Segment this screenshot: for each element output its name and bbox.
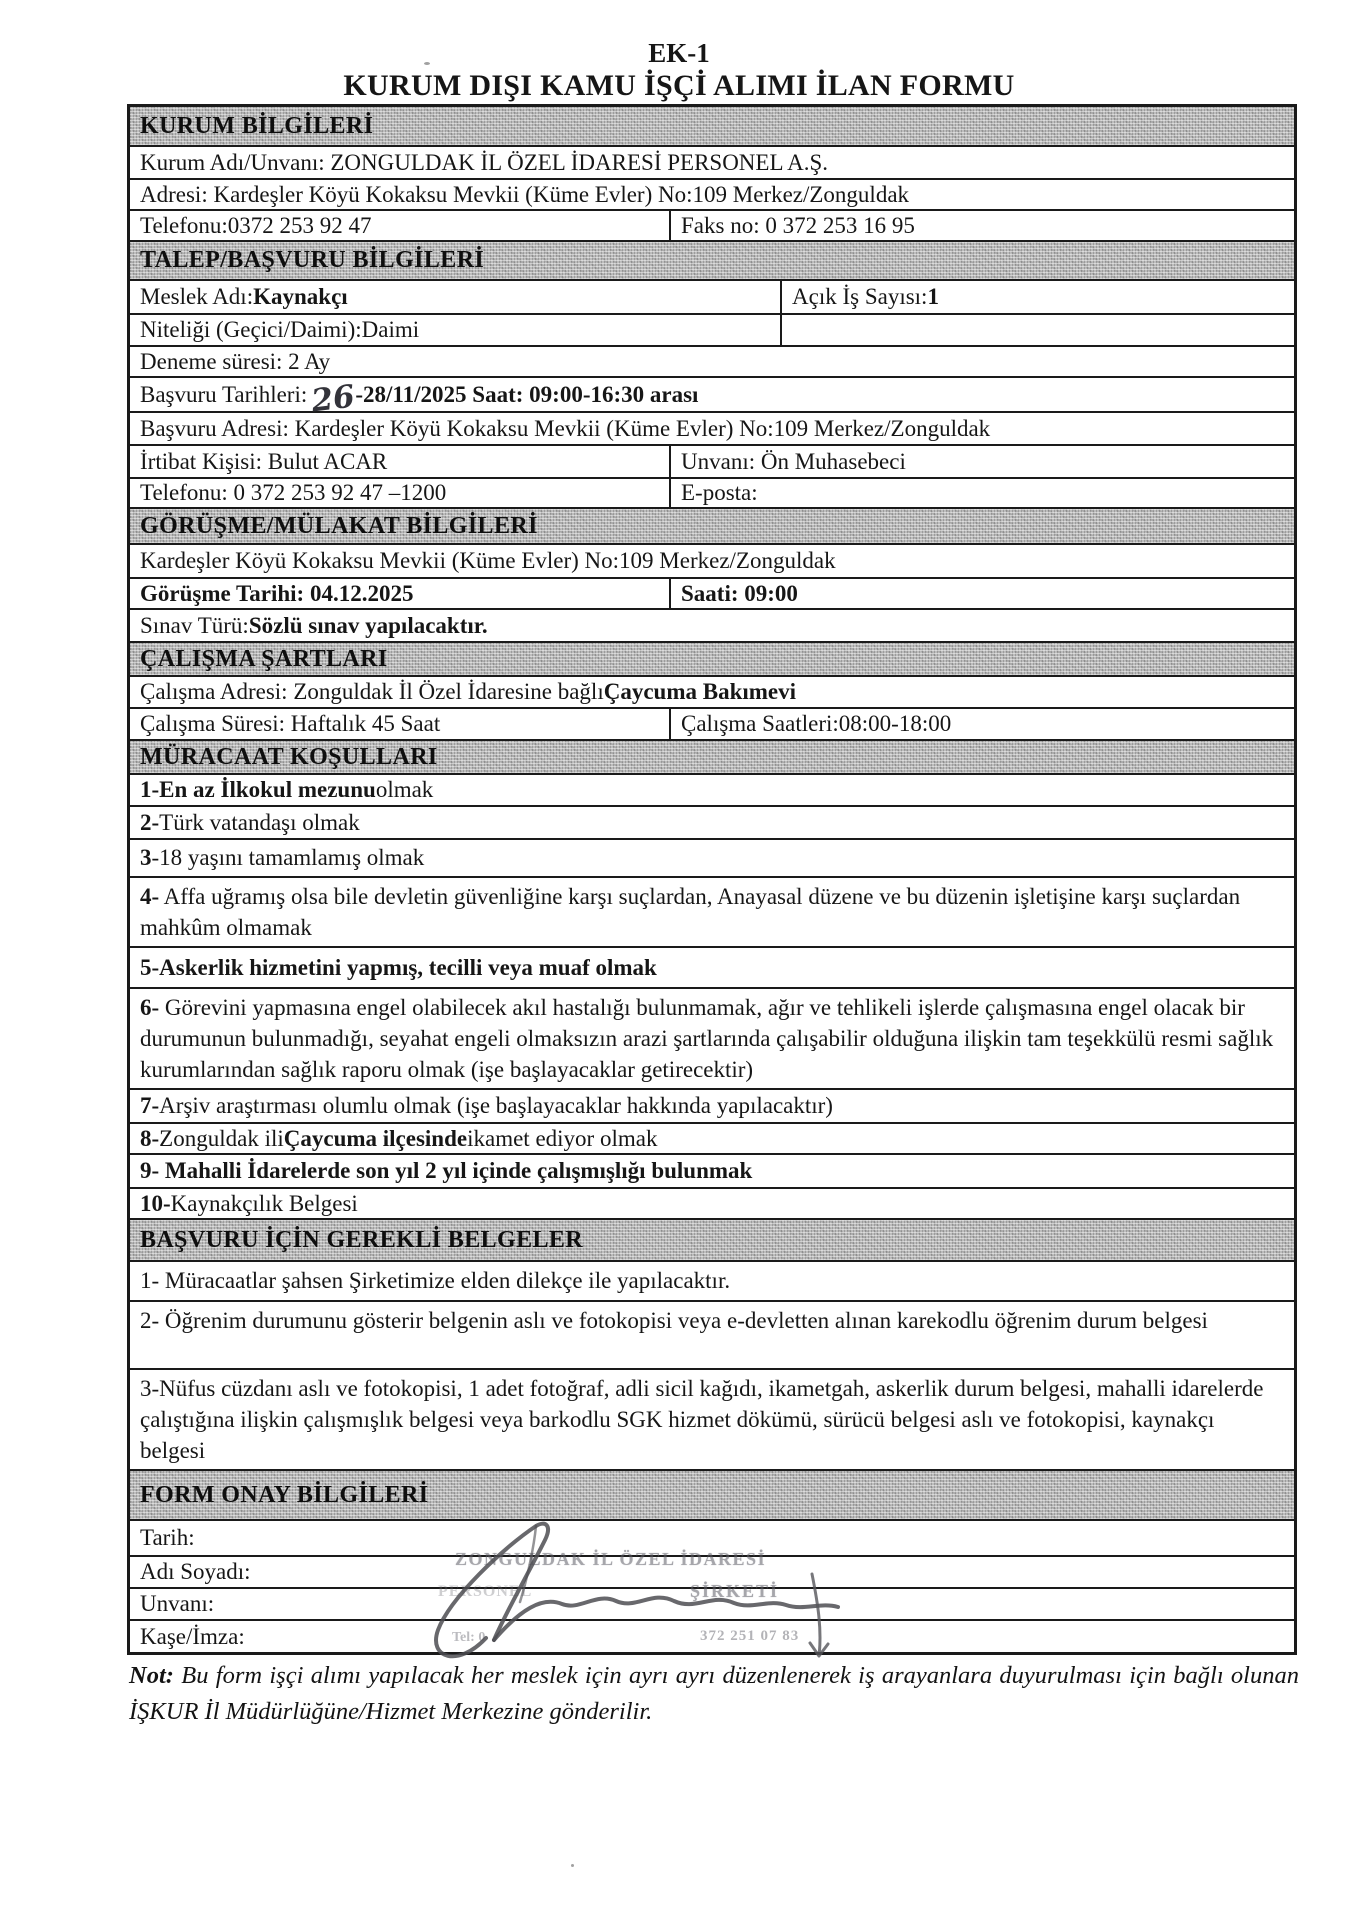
row-calisma-sure-saat [130,707,1294,739]
condition-item-10: 10- Kaynakçılık Belgesi [130,1187,1294,1218]
row-kurum-adresi [130,178,1294,209]
stamp-text-line2-left: PERSONEL [438,1583,533,1600]
scan-artifact [424,62,430,65]
cell-gorusme-saati [671,581,1294,607]
row-deneme-suresi [130,345,1294,376]
faks-text: Faks no: 0 372 253 16 95 [681,212,915,238]
row-meslek-acikis [130,279,1294,313]
scan-artifact [571,1864,574,1867]
section-header-calisma-sartlari: ÇALIŞMA ŞARTLARI [130,641,1294,675]
cell-meslek-adi: Meslek Adı: Kaynakçı [140,281,782,313]
row-irtibat-unvan [130,444,1294,477]
section-header-kurum-bilgileri: KURUM BİLGİLERİ [130,107,1294,145]
section-header-muracaat-kosullari: MÜRACAAT KOŞULLARI [130,739,1294,773]
document-item-1-text: 1- Müracaatlar şahsen Şirketimize elden dilekçe ile yapılacaktır. [140,1268,731,1293]
cell-faks [671,213,1294,239]
condition-item-7: 7- Arşiv araştırması olumlu olmak (işe başlayacaklar hakkında yapılacaktır) [130,1088,1294,1122]
tarih-label: Tarih: [140,1525,195,1550]
irtibat-text: İrtibat Kişisi: Bulut ACAR [140,448,388,474]
stamp-text-line2-right: ŞİRKETİ [690,1581,780,1601]
document-item-2 [130,1300,1294,1368]
unvan-text: Unvanı: Ön Muhasebeci [681,448,906,474]
condition-item-5: 5-Askerlik hizmetini yapmış, tecilli veya muaf olmak [130,946,1294,987]
row-gorusme-adres [130,543,1294,577]
document-item-2-text: 2- Öğrenim durumunu gösterir belgenin aslı ve fotokopisi veya e-devletten alınan karekodlu öğrenim durum belgesi [140,1308,1208,1333]
basvuru-tarihleri-label: Başvuru Tarihleri: [140,381,308,407]
cell-niteligi [140,315,782,345]
calisma-saatleri-text: Çalışma Saatleri:08:00-18:00 [681,711,952,736]
row-basvuru-adresi [130,411,1294,444]
gorusme-saati-text: Saati: 09:00 [681,580,798,606]
condition-item-6: 6- Görevini yapmasına engel olabilecek akıl hastalığı bulunmamak, ağır ve tehlikeli işlerde çalışmasına engel olacak bir durumunun bulunmadığı, seyahat engeli olmaksızın arazi şartlarında çalışabilir olduğuna ilişkin tam teşekkülü resmi sağlık kurumlarından sağlık raporu olmak (işe başlayacaklar getirecektir) [130,987,1294,1088]
adi-soyadi-label: Adı Soyadı: [140,1559,251,1584]
condition-item-8: 8- Zonguldak ili Çaycuma ilçesinde ikamet ediyor olmak [130,1122,1294,1153]
doc-label: EK-1 [648,38,710,68]
deneme-suresi-text: Deneme süresi: 2 Ay [140,348,331,374]
kurum-adresi-text: Adresi: Kardeşler Köyü Kokaksu Mevkii (Küme Evler) No:109 Merkez/Zonguldak [140,181,910,207]
document-item-3 [130,1368,1294,1469]
page-title: KURUM DIŞI KAMU İŞÇİ ALIMI İLAN FORMU [343,69,1015,102]
condition-item-3: 3 -18 yaşını tamamlamış olmak [130,838,1294,876]
condition-item-1: 1-En az İlkokul mezunu olmak [130,773,1294,805]
telefonu-text: Telefonu:0372 253 92 47 [140,212,372,238]
gorusme-adres-text: Kardeşler Köyü Kokaksu Mevkii (Küme Evler) No:109 Merkez/Zonguldak [140,548,836,573]
cell-calisma-saatleri [671,711,1294,737]
eposta-text: E-posta: [681,480,758,505]
cell-telefonu [140,211,671,240]
basvuru-tarihleri-value: -28/11/2025 Saat: 09:00-16:30 arası [355,381,699,407]
document-item-3-text: 3-Nüfus cüzdanı aslı ve fotokopisi, 1 adet fotoğraf, adli sicil kağıdı, ikametgah, askerlik durum belgesi, mahalli idarelerde çalıştığına ilişkin çalışmışlık belgesi veya barkodlu SGK hizmet dökümü, sürücü belgesi aslı ve fotokopisi, kaynakçı belgesi [140,1376,1264,1463]
condition-item-4: 4- Affa uğramış olsa bile devletin güvenliğine karşı suçlardan, Anayasal düzene ve bu düzenin işletişine karşı suçlardan mahkûm olmamak [130,876,1294,946]
section-header-gorusme-mulakat: GÖRÜŞME/MÜLAKAT BİLGİLERİ [130,507,1294,543]
calisma-suresi-text: Çalışma Süresi: Haftalık 45 Saat [140,711,441,736]
unvani-label: Unvanı: [140,1591,215,1616]
row-calisma-adresi: Çalışma Adresi: Zonguldak İl Özel İdaresine bağlı Çaycuma Bakımevi [130,675,1294,707]
condition-item-2: 2- Türk vatandaşı olmak [130,805,1294,838]
row-sinav-turu: Sınav Türü: Sözlü sınav yapılacaktır. [130,608,1294,641]
row-niteligi [130,313,1294,345]
footer-note: Not: Bu form işçi alımı yapılacak her meslek için ayrı ayrı düzenlenerek iş arayanlara duyurulması için bağlı olunan İŞKUR İl Müdürlüğüne/Hizmet Merkezine gönderilir. [129,1662,1299,1725]
cell-unvan [671,449,1294,475]
telefon2-text: Telefonu: 0 372 253 92 47 –1200 [140,480,447,505]
stamp-text-line1: ZONGULDAK İL ÖZEL İDARESİ [455,1549,767,1569]
document-item-1 [130,1260,1294,1300]
stamp-text-phone: 372 251 07 83 [700,1628,800,1644]
cell-eposta [671,480,1294,506]
cell-gorusme-tarihi [140,579,671,608]
section-header-gerekli-belgeler: BAŞVURU İÇİN GEREKLİ BELGELER [130,1218,1294,1260]
cell-calisma-suresi [140,709,671,739]
kase-imza-label: Kaşe/İmza: [140,1623,245,1649]
section-header-form-onay: FORM ONAY BİLGİLERİ [130,1469,1294,1519]
stamp-text-tel: Tel: 0 [452,1630,486,1645]
row-telefon-eposta [130,477,1294,507]
condition-item-9: 9- Mahalli İdarelerde son yıl 2 yıl içinde çalışmışlığı bulunmak [130,1153,1294,1187]
cell-acik-is-sayisi: Açık İş Sayısı: 1 [792,284,939,309]
row-basvuru-tarihleri [130,376,1294,419]
row-gorusme-tarih-saat [130,577,1294,608]
row-kurum-adi [130,145,1294,178]
cell-telefon2 [140,479,671,507]
basvuru-adresi-text: Başvuru Adresi: Kardeşler Köyü Kokaksu Mevkii (Küme Evler) No:109 Merkez/Zonguldak [140,415,991,441]
niteligi-text: Niteliği (Geçici/Daimi):Daimi [140,317,420,342]
kurum-adi-text: Kurum Adı/Unvanı: ZONGULDAK İL ÖZEL İDARESİ PERSONEL A.Ş. [140,149,829,175]
section-header-talep-basvuru: TALEP/BAŞVURU BİLGİLERİ [130,240,1294,279]
handwritten-date: 26 [309,377,357,419]
cell-irtibat-kisisi [140,446,671,477]
gorusme-tarihi-text: Görüşme Tarihi: 04.12.2025 [140,580,414,606]
row-telefon-faks [130,209,1294,240]
form-table [127,104,1297,1655]
